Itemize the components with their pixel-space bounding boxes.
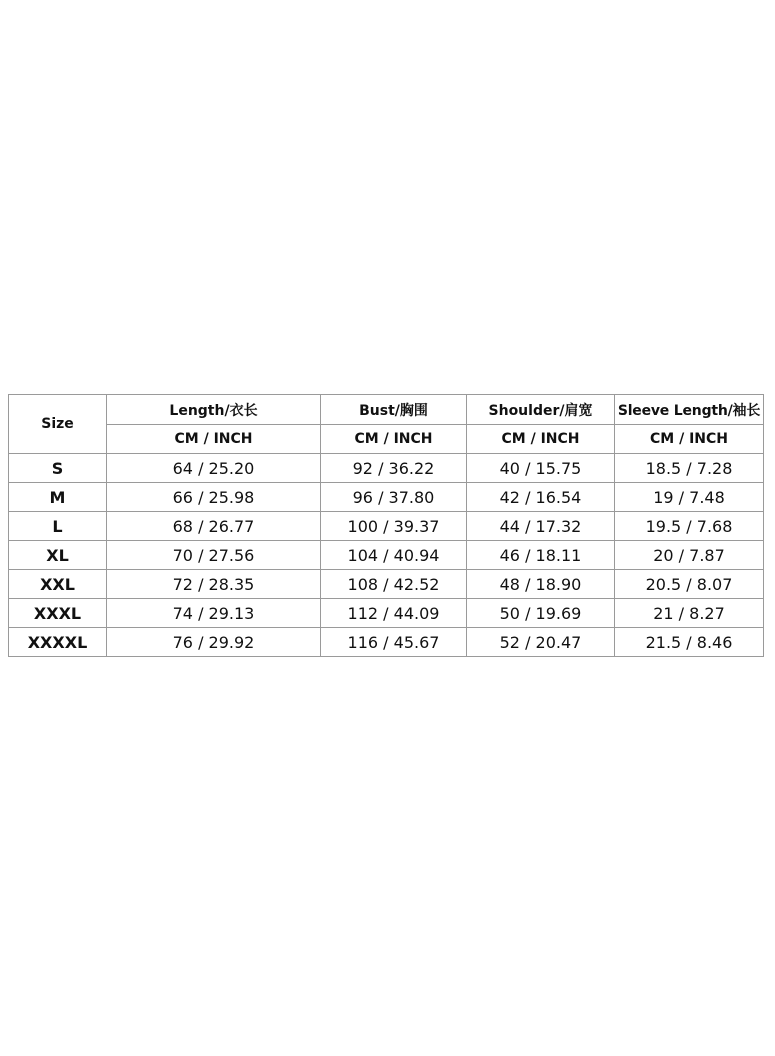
size-cell: XXL: [9, 570, 107, 599]
size-chart-table: [8, 394, 764, 657]
table-row: [9, 483, 764, 512]
length-cell: 70 / 27.56: [107, 541, 321, 570]
bust-cell: 104 / 40.94: [321, 541, 467, 570]
table-row: [9, 599, 764, 628]
column-header-sleeve-length: Sleeve Length/袖长: [615, 395, 764, 425]
length-cell: 72 / 28.35: [107, 570, 321, 599]
shoulder-cell: 48 / 18.90: [467, 570, 615, 599]
size-cell: XXXXL: [9, 628, 107, 657]
table-row: [9, 628, 764, 657]
size-cell: S: [9, 454, 107, 483]
sleeve-length-cell: 18.5 / 7.28: [615, 454, 764, 483]
header-row-units: [9, 425, 764, 454]
table-row: [9, 541, 764, 570]
size-cell: M: [9, 483, 107, 512]
bust-cell: 116 / 45.67: [321, 628, 467, 657]
table-row: [9, 454, 764, 483]
bust-cell: 100 / 39.37: [321, 512, 467, 541]
sleeve-length-cell: 21.5 / 8.46: [615, 628, 764, 657]
length-cell: 66 / 25.98: [107, 483, 321, 512]
size-cell: L: [9, 512, 107, 541]
header-row-labels: [9, 395, 764, 425]
sleeve-length-cell: 19 / 7.48: [615, 483, 764, 512]
length-cell: 68 / 26.77: [107, 512, 321, 541]
length-cell: 74 / 29.13: [107, 599, 321, 628]
bust-cell: 108 / 42.52: [321, 570, 467, 599]
unit-header-shoulder: CM / INCH: [467, 425, 615, 454]
size-cell: XL: [9, 541, 107, 570]
length-cell: 64 / 25.20: [107, 454, 321, 483]
bust-cell: 112 / 44.09: [321, 599, 467, 628]
shoulder-cell: 50 / 19.69: [467, 599, 615, 628]
table-row: [9, 570, 764, 599]
column-header-shoulder: Shoulder/肩宽: [467, 395, 615, 425]
sleeve-length-cell: 21 / 8.27: [615, 599, 764, 628]
shoulder-cell: 40 / 15.75: [467, 454, 615, 483]
unit-header-bust: CM / INCH: [321, 425, 467, 454]
column-header-length: Length/衣长: [107, 395, 321, 425]
bust-cell: 96 / 37.80: [321, 483, 467, 512]
size-header: Size: [9, 395, 107, 454]
unit-header-length: CM / INCH: [107, 425, 321, 454]
bust-cell: 92 / 36.22: [321, 454, 467, 483]
unit-header-sleeve-length: CM / INCH: [615, 425, 764, 454]
shoulder-cell: 46 / 18.11: [467, 541, 615, 570]
shoulder-cell: 44 / 17.32: [467, 512, 615, 541]
size-cell: XXXL: [9, 599, 107, 628]
length-cell: 76 / 29.92: [107, 628, 321, 657]
column-header-bust: Bust/胸围: [321, 395, 467, 425]
sleeve-length-cell: 20 / 7.87: [615, 541, 764, 570]
sleeve-length-cell: 19.5 / 7.68: [615, 512, 764, 541]
shoulder-cell: 42 / 16.54: [467, 483, 615, 512]
sleeve-length-cell: 20.5 / 8.07: [615, 570, 764, 599]
shoulder-cell: 52 / 20.47: [467, 628, 615, 657]
table-row: [9, 512, 764, 541]
